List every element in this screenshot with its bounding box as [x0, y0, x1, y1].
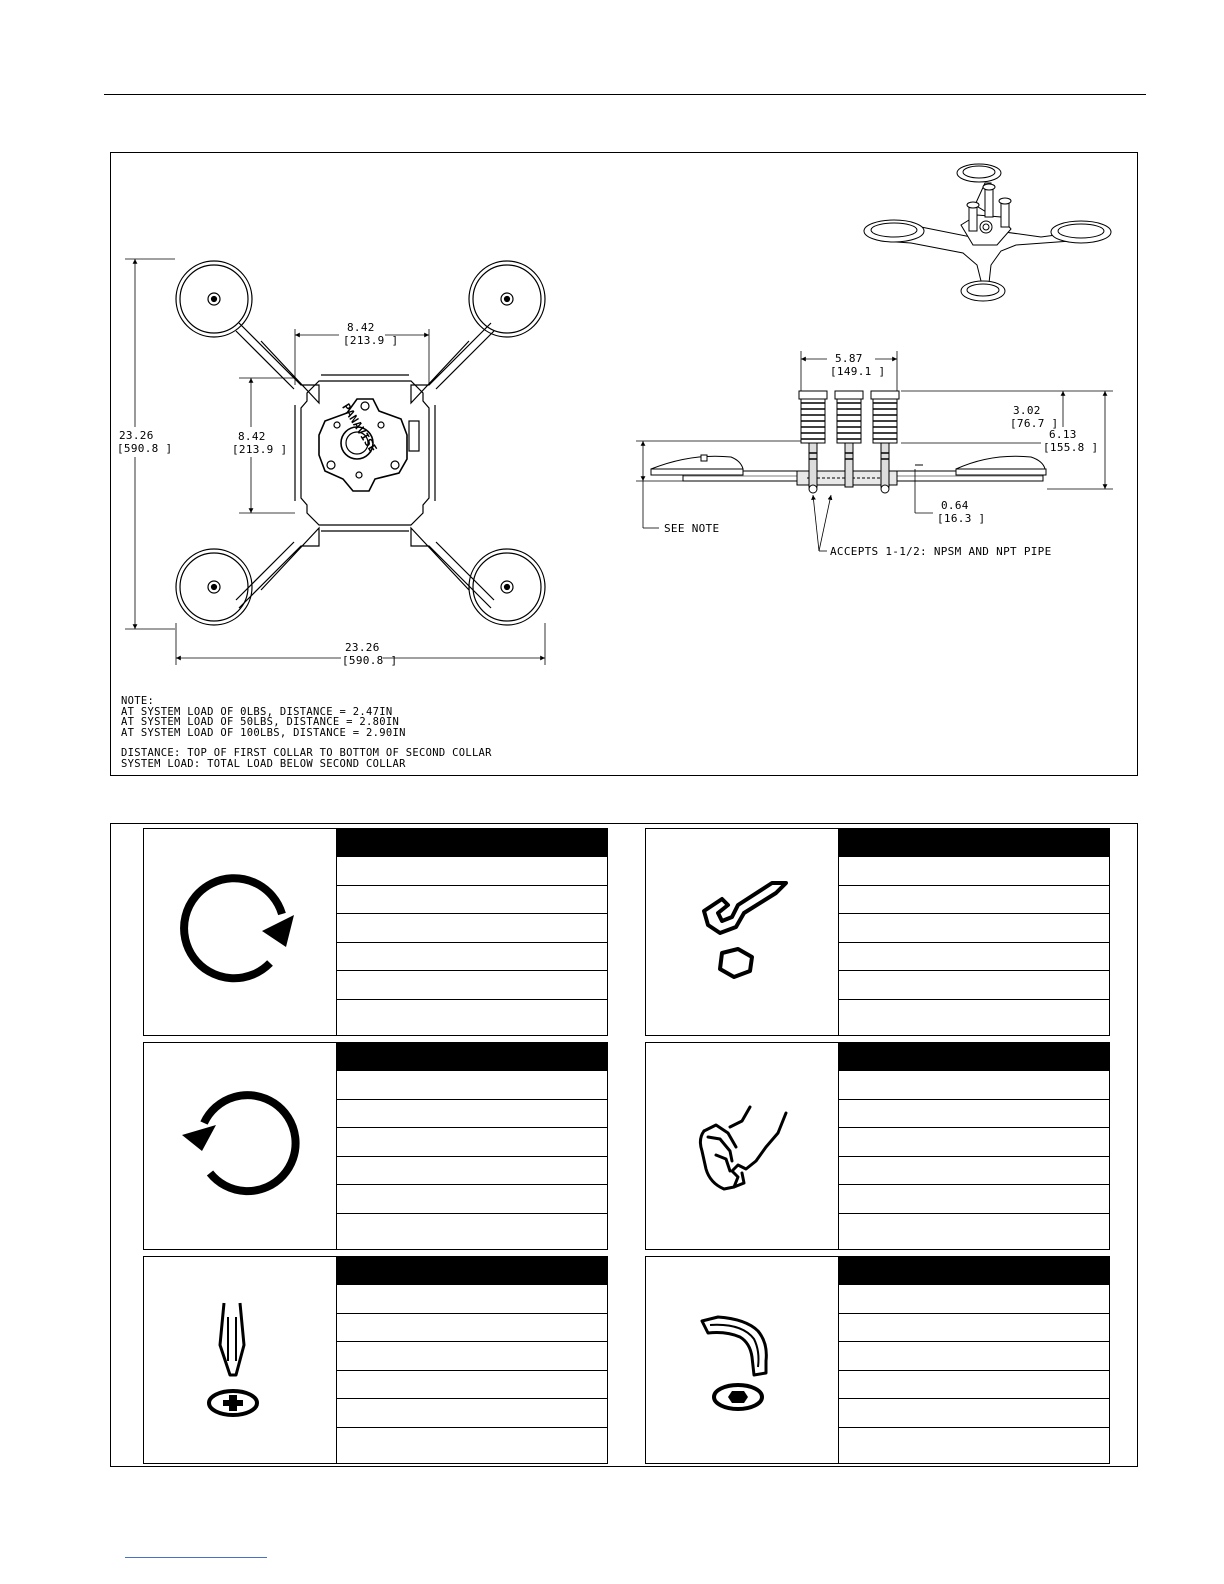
- legend-header: [839, 1043, 1109, 1071]
- phillips-screwdriver-icon: [144, 1257, 336, 1463]
- legend-row: [337, 1428, 607, 1457]
- legend-row: [337, 943, 607, 972]
- note-line: AT SYSTEM LOAD OF 50LBS, DISTANCE = 2.80IN: [121, 716, 400, 729]
- legend-row: [337, 971, 607, 1000]
- icon-cell: [646, 1043, 839, 1249]
- legend-row: [337, 1185, 607, 1214]
- dim-total-height-mm: [155.8 ]: [1043, 441, 1099, 454]
- legend-row: [839, 1371, 1109, 1400]
- legend-panel-wrench: [645, 828, 1110, 1036]
- legend-row: [337, 857, 607, 886]
- wrench-icon: [646, 829, 838, 1035]
- icon-cell: [646, 829, 839, 1035]
- legend-row: [839, 857, 1109, 886]
- dim-collar-span-mm: [149.1 ]: [830, 365, 886, 378]
- dim-spring-height: 3.02: [1013, 404, 1041, 417]
- note-title: NOTE:: [121, 695, 155, 707]
- legend-row: [337, 914, 607, 943]
- legend-row: [839, 1428, 1109, 1457]
- legend-row: [337, 1342, 607, 1371]
- note-line: AT SYSTEM LOAD OF 100LBS, DISTANCE = 2.90IN: [121, 726, 406, 739]
- hub-brand-label: PANAVISE: [339, 401, 380, 456]
- dim-collar-span: 5.87: [835, 352, 863, 365]
- plan-dimensions: [125, 259, 545, 665]
- icon-cell: [144, 1043, 337, 1249]
- icon-cell: [646, 1257, 839, 1463]
- legend-header: [839, 1257, 1109, 1285]
- technical-drawing: [110, 152, 1138, 776]
- legend-row: [839, 971, 1109, 1000]
- counterclockwise-arrow-icon: [144, 1043, 336, 1249]
- dim-overall-width: 23.26: [345, 641, 380, 654]
- hand-tighten-icon: [646, 1043, 838, 1249]
- legend-row: [839, 1185, 1109, 1214]
- spring-columns: [799, 391, 899, 493]
- tool-legend: [110, 823, 1138, 1467]
- legend-row: [839, 1128, 1109, 1157]
- legend-row: [839, 914, 1109, 943]
- dim-inner-height: 8.42: [238, 430, 266, 443]
- legend-row: [337, 1100, 607, 1129]
- legend-row: [839, 1399, 1109, 1428]
- dim-overall-width-mm: [590.8 ]: [342, 654, 398, 667]
- legend-row: [839, 1000, 1109, 1029]
- legend-row: [839, 1214, 1109, 1243]
- dim-inner-height-mm: [213.9 ]: [232, 443, 288, 456]
- icon-cell: [144, 829, 337, 1035]
- legend-row: [839, 943, 1109, 972]
- note-line: AT SYSTEM LOAD OF 0LBS, DISTANCE = 2.47IN: [121, 705, 393, 718]
- legend-panel-counterclockwise: [143, 1042, 608, 1250]
- dim-spring-height-mm: [76.7 ]: [1010, 417, 1059, 430]
- dim-overall-height-mm: [590.8 ]: [117, 442, 173, 455]
- legend-row: [337, 1314, 607, 1343]
- legend-row: [839, 1100, 1109, 1129]
- legend-row: [337, 1128, 607, 1157]
- plan-center-plate: [301, 381, 429, 525]
- legend-row: [337, 1157, 607, 1186]
- footer-link-underline[interactable]: [125, 1557, 267, 1558]
- legend-row: [337, 1000, 607, 1029]
- legend-row: [337, 1399, 607, 1428]
- legend-panel-screwdriver: [143, 1256, 608, 1464]
- drawing-canvas: [111, 153, 1137, 775]
- isometric-view: [864, 164, 1111, 301]
- legend-header: [839, 829, 1109, 857]
- dim-total-height: 6.13: [1049, 428, 1077, 441]
- legend-panel-hex-key: [645, 1256, 1110, 1464]
- legend-row: [337, 886, 607, 915]
- dim-inner-width-mm: [213.9 ]: [343, 334, 399, 347]
- legend-row: [337, 1371, 607, 1400]
- legend-panel-hand: [645, 1042, 1110, 1250]
- clockwise-arrow-icon: [144, 829, 336, 1035]
- legend-header: [337, 1043, 607, 1071]
- drawing-notes: [121, 696, 492, 770]
- note-definition: DISTANCE: TOP OF FIRST COLLAR TO BOTTOM OF SECOND COLLAR: [121, 747, 492, 760]
- legend-row: [839, 1071, 1109, 1100]
- legend-row: [839, 1285, 1109, 1314]
- hex-key-icon: [646, 1257, 838, 1463]
- legend-row: [839, 1342, 1109, 1371]
- legend-row: [839, 886, 1109, 915]
- dim-inner-width: 8.42: [347, 321, 375, 334]
- legend-header: [337, 829, 607, 857]
- legend-row: [839, 1157, 1109, 1186]
- legend-row: [839, 1314, 1109, 1343]
- dim-overall-height: 23.26: [119, 429, 154, 442]
- side-elevation: [651, 391, 1046, 493]
- legend-row: [337, 1214, 607, 1243]
- note-definition: SYSTEM LOAD: TOTAL LOAD BELOW SECOND COLLAR: [121, 757, 406, 770]
- legend-row: [337, 1071, 607, 1100]
- legend-panel-clockwise: [143, 828, 608, 1036]
- see-note-callout: SEE NOTE: [664, 522, 720, 535]
- dim-plate-thickness: 0.64: [941, 499, 969, 512]
- pipe-callout: ACCEPTS 1-1/2: NPSM AND NPT PIPE: [830, 545, 1052, 558]
- legend-row: [337, 1285, 607, 1314]
- icon-cell: [144, 1257, 337, 1463]
- header-rule: [104, 94, 1146, 95]
- plan-arms: [236, 323, 494, 608]
- legend-header: [337, 1257, 607, 1285]
- dim-plate-thickness-mm: [16.3 ]: [937, 512, 986, 525]
